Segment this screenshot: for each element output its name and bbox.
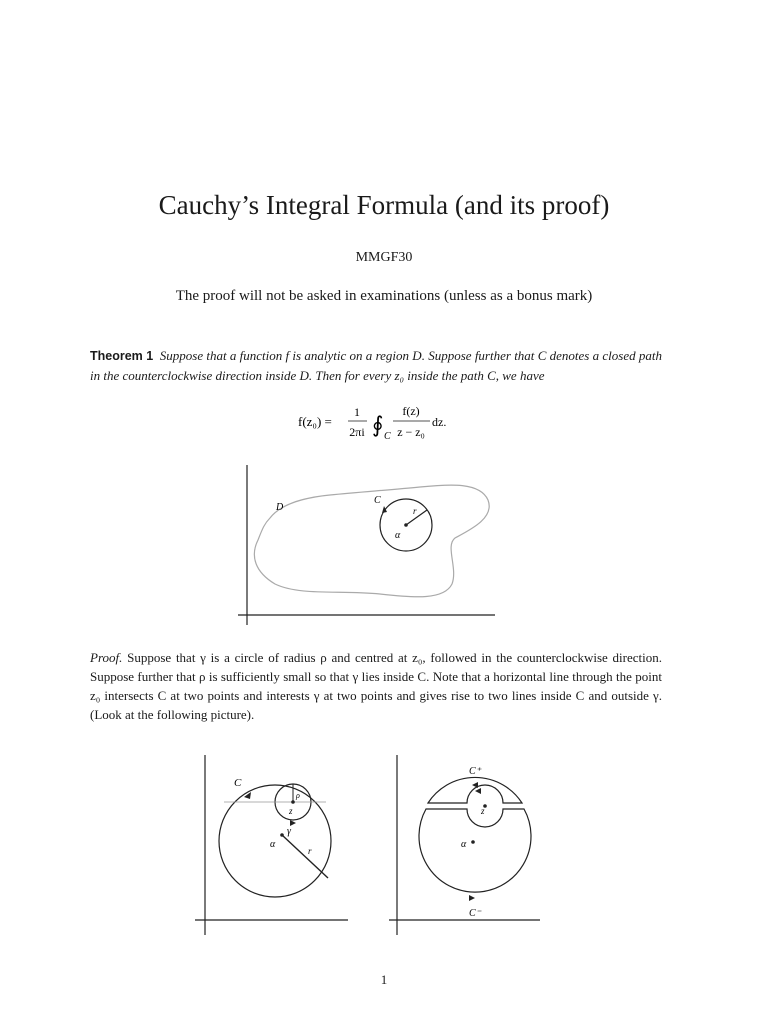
label-c: C <box>374 495 381 506</box>
exam-note: The proof will not be asked in examinations (unless as a bonus mark) <box>175 288 593 304</box>
label-d: D <box>276 502 284 513</box>
course-code: MMGF30 <box>355 250 413 265</box>
figure-c-gamma <box>190 750 360 940</box>
orientation-arrow-icon <box>382 506 387 513</box>
label-alpha: α <box>395 530 401 541</box>
cauchy-formula <box>298 400 468 448</box>
proof-block <box>90 648 662 724</box>
theorem-label: Theorem 1 <box>90 349 154 363</box>
c-minus-arrow-icon <box>469 895 475 901</box>
c-plus-arrow-icon <box>472 782 478 788</box>
formula-frac-den: z − z₀ <box>397 425 425 439</box>
label-c-minus: C⁻ <box>469 908 481 919</box>
c-plus-contour <box>428 777 522 803</box>
label-rho: ρ <box>296 791 300 800</box>
contour-integral-sign: ∮ <box>372 412 384 437</box>
formula-lhs: f(z₀) = <box>298 414 332 429</box>
theorem-text: Suppose that a function f is analytic on a region D. Suppose further that C denotes a closed path in the counterclockwise direction inside D. Then for every z₀ inside the path C, we have <box>90 348 662 383</box>
paper-title: Cauchy’s Integral Formula (and its proof) <box>158 190 610 220</box>
label-c: C <box>234 777 242 789</box>
c-minus-contour <box>419 809 531 892</box>
theorem-block <box>90 346 662 385</box>
label-z: z <box>481 806 485 816</box>
radius-line <box>282 835 328 878</box>
alpha-point <box>280 833 284 837</box>
label-alpha: α <box>461 839 467 850</box>
figure-region-d <box>230 460 510 630</box>
region-d-boundary <box>254 485 489 597</box>
center-point <box>404 523 408 527</box>
label-gamma: γ <box>287 826 291 837</box>
alpha-point <box>471 840 475 844</box>
label-r: r <box>308 846 312 856</box>
figure-c-plus-minus <box>385 750 545 940</box>
label-c-plus: C⁺ <box>469 766 481 777</box>
z0-point <box>291 800 295 804</box>
label-alpha: α <box>270 839 276 850</box>
formula-coef-den: 2πi <box>349 425 365 439</box>
formula-coef-num: 1 <box>354 405 360 419</box>
page-number: 1 <box>380 972 388 987</box>
label-z: z <box>289 806 293 816</box>
proof-text: Suppose that γ is a circle of radius ρ and centred at z₀, followed in the counterclockwise direction. Suppose further that ρ is sufficiently small so that γ lies inside C. Note that a horizontal line through the point z₀ intersects C at two points and interests γ at two points and gives rise to two lines inside C and outside γ. (Look at the following picture). <box>90 650 663 722</box>
inner-arrow-icon <box>475 788 481 794</box>
formula-tail: dz. <box>432 415 447 429</box>
formula-frac-num: f(z) <box>402 404 420 418</box>
formula-contour: C <box>384 431 391 442</box>
label-r: r <box>413 506 417 516</box>
proof-label: Proof. <box>90 650 123 665</box>
